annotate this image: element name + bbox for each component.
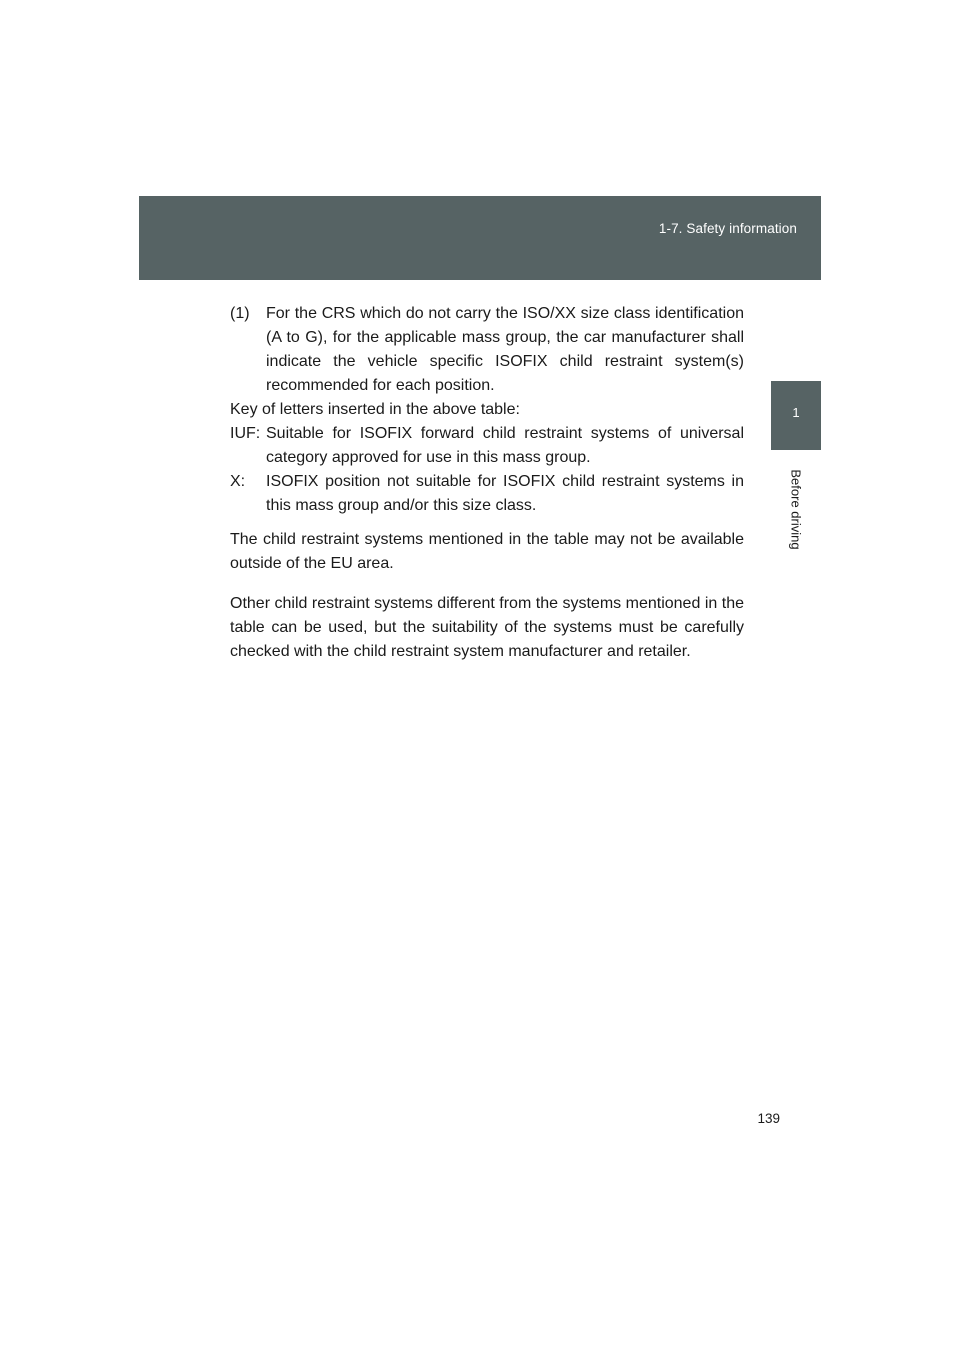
chapter-tab xyxy=(771,381,821,450)
availability-paragraph: The child restraint systems mentioned in the table may not be available outside of the EU area. xyxy=(230,531,744,572)
section-title: 1-7. Safety information xyxy=(658,221,797,236)
note-item xyxy=(230,302,744,398)
key-text: Suitable for ISOFIX forward child restraint systems of universal category approved for use in this mass group. xyxy=(266,425,744,466)
page-number: 139 xyxy=(757,1111,780,1126)
key-marker: X: xyxy=(230,473,246,490)
key-item-x xyxy=(230,470,744,518)
note-text: For the CRS which do not carry the ISO/XX size class identification (A to G), for the applicable mass group, the car manufacturer shall indicate the vehicle specific ISOFIX child restraint system(s) recommended for each position. xyxy=(266,305,744,394)
key-marker: IUF: xyxy=(230,425,261,442)
key-item-iuf xyxy=(230,422,744,470)
note-marker: (1) xyxy=(230,305,250,322)
chapter-number: 1 xyxy=(792,405,800,420)
key-text: ISOFIX position not suitable for ISOFIX child restraint systems in this mass group and/or this size class. xyxy=(266,473,744,514)
page-content xyxy=(230,302,744,664)
chapter-label-container xyxy=(788,458,804,558)
chapter-label: Before driving xyxy=(788,469,804,550)
key-heading: Key of letters inserted in the above table: xyxy=(230,401,520,418)
section-header-bar xyxy=(139,196,821,280)
other-systems-paragraph: Other child restraint systems different from the systems mentioned in the table can be used, but the suitability of the systems must be carefully checked with the child restraint system manufacturer and retailer. xyxy=(230,595,744,660)
